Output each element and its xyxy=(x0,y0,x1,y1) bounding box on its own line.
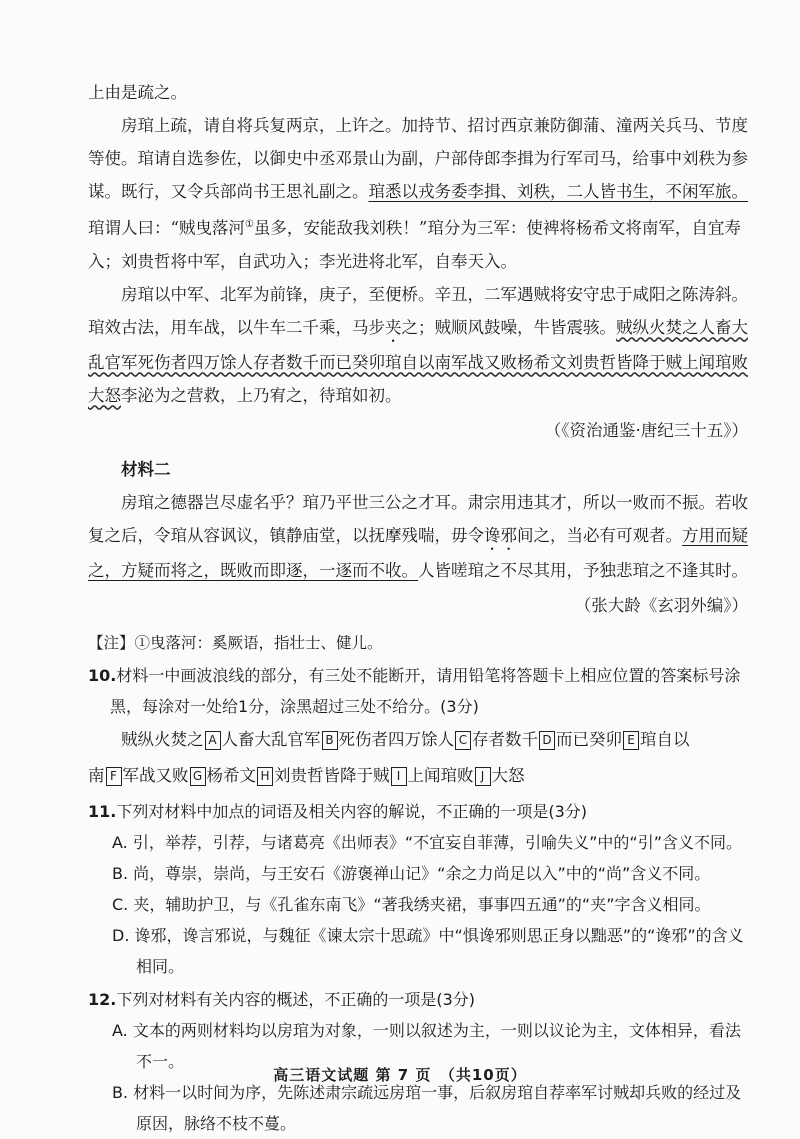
answer-box-a[interactable]: A xyxy=(205,731,221,750)
source-citation-2: （张大龄《玄羽外编》） xyxy=(574,595,748,615)
answer-box-f[interactable]: F xyxy=(106,767,122,786)
answer-box-d[interactable]: D xyxy=(539,731,555,750)
question-text: 材料一中画波浪线的部分，有三处不能断开，请用铅笔将答题卡上相应位置的答案标号涂黑，每涂对一处给1分，涂黑超过三处不给分。(3分) xyxy=(110,665,741,716)
segment: 贼纵火焚之 xyxy=(121,729,204,749)
question-text: 下列对材料有关内容的概述，不正确的一项是(3分) xyxy=(116,989,476,1009)
segment: 而已癸卯 xyxy=(556,729,622,749)
question-number: 11. xyxy=(88,801,117,821)
passage-paragraph-2 xyxy=(88,109,748,278)
segment: 大怒 xyxy=(491,765,525,785)
segment: 南 xyxy=(88,765,105,785)
segment: 军战又败 xyxy=(122,765,189,785)
answer-segment-line-1 xyxy=(88,722,748,758)
segment: 刘贵哲皆降于贼 xyxy=(274,765,390,785)
segment: 存者数千 xyxy=(472,729,538,749)
option-d: D. 谗邪，谗言邪说，与魏征《谏太宗十思疏》中“惧谗邪则思正身以黜恶”的“谗邪”的含义相同。 xyxy=(112,925,744,976)
underlined-sentence: 方用而疑之，方疑而将之，既败而即逐，一逐而不收。 xyxy=(88,525,748,580)
wavy-underlined-text: 贼纵火焚之人畜大乱官军死伤者四万馀人存者数千而已癸卯琯自以南军战又败杨希文刘贵哲皆降于贼上闻琯败大怒 xyxy=(88,317,748,405)
segment: 死伤者四万馀人 xyxy=(338,729,454,749)
answer-segment-line-2 xyxy=(88,758,748,794)
segment: 上闻琯败 xyxy=(407,765,474,785)
passage-text: 之；贼顺风鼓噪，牛皆震骇。 xyxy=(401,317,616,337)
answer-box-h[interactable]: H xyxy=(257,767,273,786)
option-a: A. 引，举荐，引荐，与诸葛亮《出师表》“不宜妄自菲薄，引喻失义”中的“引”含义不同。 xyxy=(112,832,742,852)
passage-line-end: 上由是疏之。 xyxy=(88,83,187,102)
answer-box-e[interactable]: E xyxy=(623,731,639,750)
question-number: 10. xyxy=(88,665,117,685)
passage-paragraph-3 xyxy=(88,278,748,412)
question-11 xyxy=(88,796,748,827)
answer-box-b[interactable]: B xyxy=(322,731,338,750)
passage-text: 房琯之德器岂尽虚名乎？琯乃平世三公之才耳。肃宗用违其才，所以一败而不振。若收复之后，令琯从容讽议，镇静庙堂，以抚摩残喘，毋令 xyxy=(88,492,748,545)
question-text: 下列对材料中加点的词语及相关内容的解说，不正确的一项是(3分) xyxy=(116,801,588,821)
passage-text: 人皆嗟琯之不尽其用，予独悲琯之不逢其时。 xyxy=(418,560,748,580)
underlined-sentence: 琯悉以戎务委李揖、刘秩，二人皆书生，不闲军旅。 xyxy=(368,182,748,201)
footnote: 【注】①曳落河：奚厥语，指壮士、健儿。 xyxy=(88,633,383,652)
passage-text: 琯谓人曰：“贼曳落河 xyxy=(88,218,245,238)
passage-text: 虽多，安能敌我刘秩！”琯分为三军：使裨将杨希文将南军，自宜寿入；刘贵哲将中军，自武功入；李光进将北军，自奉天入。 xyxy=(88,218,741,271)
question-12 xyxy=(88,984,748,1015)
source-citation-1: （《资治通鉴·唐纪三十五》） xyxy=(544,420,748,440)
passage-text: 房琯以中军、北军为前锋，庚子，至便桥。辛丑，二军遇贼将安守忠于咸阳之陈涛斜。琯效古法，用车战，以牛车二千乘，马步 xyxy=(88,284,748,337)
option-b: B. 材料一以时间为序，先陈述肃宗疏远房琯一事，后叙房琯自荐率军讨贼却兵败的经过及原因，脉络不枝不蔓。 xyxy=(112,1082,742,1133)
question-10 xyxy=(88,660,748,722)
segment: 人畜大乱官军 xyxy=(221,729,321,749)
note-marker: ① xyxy=(244,219,254,230)
answer-box-j[interactable]: J xyxy=(475,767,491,786)
passage-text: 房琯上疏，请自将兵复两京，上许之。加持节、招讨西京兼防御蒲、潼两关兵马、节度等使。琯请自选参佐，以御史中丞邓景山为副，户部侍郎李揖为行军司马，给事中刘秩为参谋。既行，又令兵部尚书王思礼副之。 xyxy=(88,116,748,201)
dotted-word: 夹 xyxy=(385,317,402,337)
answer-box-i[interactable]: I xyxy=(391,767,407,786)
segment: 杨希文 xyxy=(206,765,256,785)
material-2-paragraph xyxy=(88,486,748,587)
option-b: B. 尚，尊崇，崇尚，与王安石《游褒禅山记》“余之力尚足以入”中的“尚”含义不同。 xyxy=(112,863,711,883)
answer-box-g[interactable]: G xyxy=(190,767,206,786)
passage-text: 李泌为之营救，上乃宥之，待琯如初。 xyxy=(121,385,402,405)
page-footer: 高三语文试题 第 7 页 （共10页） xyxy=(273,1066,527,1084)
material-2-heading: 材料二 xyxy=(121,459,171,479)
segment: 琯自以 xyxy=(640,729,690,749)
passage-text: 间之，当必有可观者。 xyxy=(517,525,682,545)
option-c: C. 夹，辅助护卫，与《孔雀东南飞》“著我绣夹裙，事事四五通”的“夹”字含义相同。 xyxy=(112,894,711,914)
exam-page xyxy=(88,76,748,1139)
answer-box-c[interactable]: C xyxy=(455,731,471,750)
option-a: A. 文本的两则材料均以房琯为对象，一则以叙述为主，一则以议论为主，文体相异，看法不一。 xyxy=(112,1020,741,1071)
dotted-word: 谗邪 xyxy=(484,525,517,545)
question-number: 12. xyxy=(88,989,117,1009)
